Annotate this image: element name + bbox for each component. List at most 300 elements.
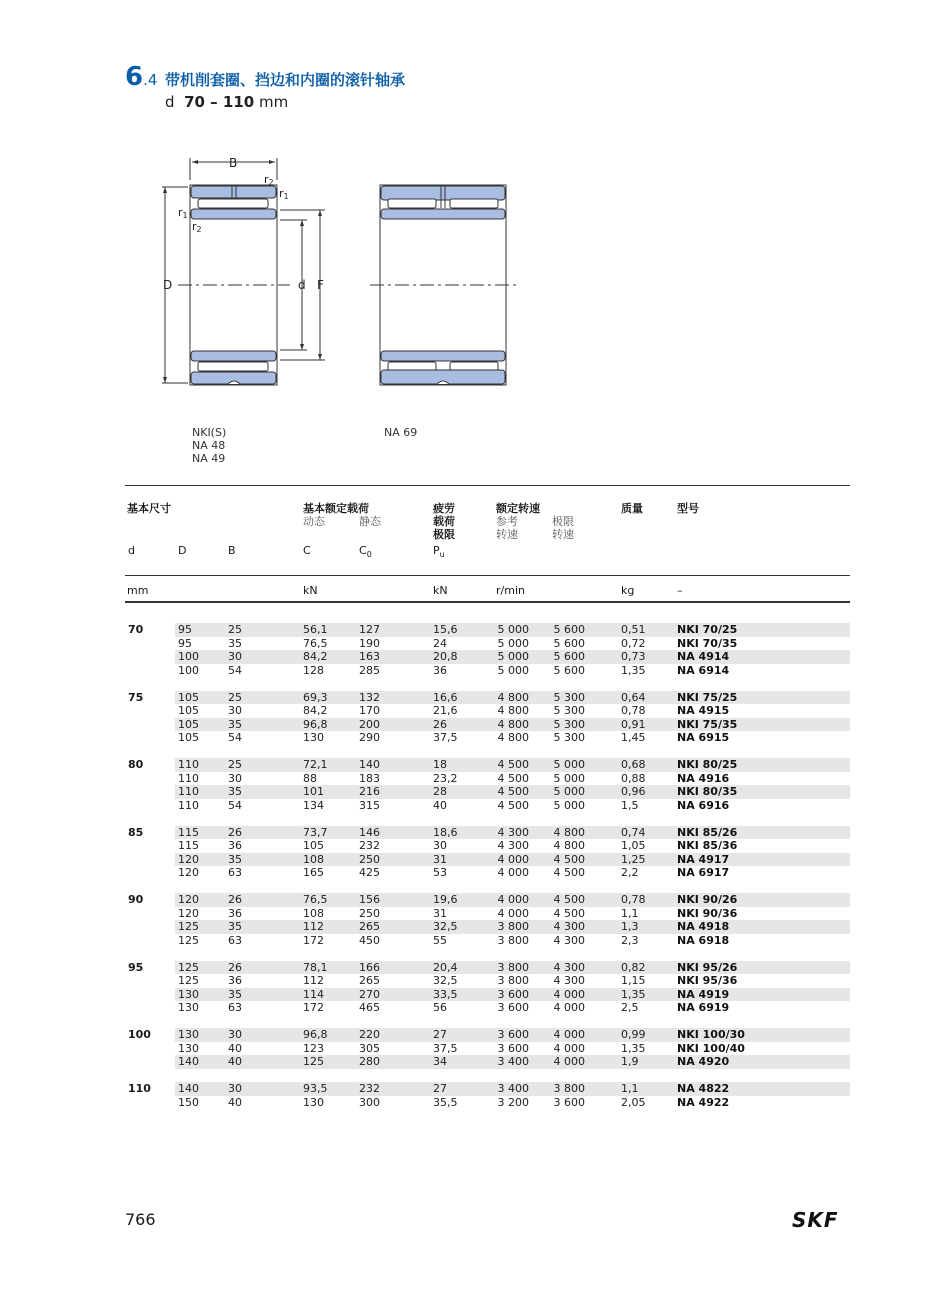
cell-D: 105	[178, 717, 199, 731]
unit-rpm: r/min	[496, 584, 525, 597]
cell-designation: NKI 100/40	[677, 1041, 745, 1055]
symbol-d: d	[128, 544, 135, 557]
cell-C0: 305	[359, 1041, 380, 1055]
cell-C0: 200	[359, 717, 380, 731]
cell-D: 105	[178, 731, 199, 744]
cell-limit-speed: 5 000	[553, 771, 585, 785]
cell-ref-speed: 3 800	[497, 933, 529, 947]
cell-C0: 315	[359, 798, 380, 812]
cell-mass: 0,96	[621, 785, 646, 798]
table-row	[175, 907, 850, 921]
cell-mass: 1,05	[621, 839, 646, 852]
table-row	[175, 1096, 850, 1110]
cell-C: 96,8	[303, 1028, 328, 1041]
section-number: 6.4	[125, 62, 158, 92]
cell-mass: 0,88	[621, 771, 646, 785]
cell-Pu: 21,6	[433, 704, 458, 717]
cell-D: 110	[178, 785, 199, 798]
cell-C: 112	[303, 974, 324, 987]
cell-C0: 216	[359, 785, 380, 798]
cell-B: 35	[228, 920, 242, 933]
header-reference-speed: 参考 转速	[496, 515, 518, 541]
table-units-rule	[125, 601, 850, 603]
cell-designation: NKI 95/36	[677, 974, 738, 987]
cell-D: 95	[178, 623, 192, 636]
cell-ref-speed: 4 800	[497, 731, 529, 744]
cell-mass: 1,25	[621, 852, 646, 866]
cell-D: 110	[178, 798, 199, 812]
cell-C0: 300	[359, 1095, 380, 1109]
cell-Pu: 34	[433, 1055, 447, 1068]
cell-limit-speed: 4 500	[553, 906, 585, 920]
cell-B: 35	[228, 785, 242, 798]
cell-designation: NA 4822	[677, 1082, 730, 1095]
cell-mass: 1,9	[621, 1055, 639, 1068]
cell-C: 93,5	[303, 1082, 328, 1095]
dim-D-label: D	[163, 278, 173, 292]
cell-B: 25	[228, 623, 242, 636]
cell-ref-speed: 4 000	[497, 906, 529, 920]
cell-D: 110	[178, 771, 199, 785]
cell-Pu: 18	[433, 758, 447, 771]
cell-mass: 1,35	[621, 663, 646, 677]
cell-mass: 0,74	[621, 825, 646, 839]
cell-limit-speed: 5 600	[553, 650, 585, 663]
cell-Pu: 30	[433, 839, 447, 852]
cell-ref-speed: 3 600	[497, 1041, 529, 1055]
cell-ref-speed: 5 000	[497, 663, 529, 677]
cell-D: 120	[178, 852, 199, 866]
table-row	[175, 893, 850, 907]
cell-Pu: 36	[433, 663, 447, 677]
group-bore-d: 70	[128, 623, 144, 636]
cell-mass: 1,1	[621, 906, 639, 920]
cell-C0: 127	[359, 623, 380, 636]
cell-B: 30	[228, 771, 242, 785]
cell-D: 130	[178, 1041, 199, 1055]
cell-C: 69,3	[303, 690, 328, 704]
cell-designation: NA 4914	[677, 650, 730, 663]
dim-r2-top-label: r2	[264, 173, 274, 187]
cell-mass: 1,15	[621, 974, 646, 987]
cell-C: 130	[303, 731, 324, 744]
cell-C: 105	[303, 839, 324, 852]
cell-B: 35	[228, 852, 242, 866]
header-basic-dims: 基本尺寸	[127, 502, 171, 515]
header-load-ratings: 基本额定载荷	[303, 502, 369, 515]
cell-designation: NKI 75/35	[677, 717, 738, 731]
cell-C0: 232	[359, 1082, 380, 1095]
cell-D: 100	[178, 650, 199, 663]
cell-Pu: 20,4	[433, 960, 458, 974]
cell-mass: 1,45	[621, 731, 646, 744]
cell-D: 150	[178, 1095, 199, 1109]
table-row	[175, 637, 850, 651]
dim-F-label: F	[317, 278, 324, 292]
cell-designation: NKI 70/35	[677, 636, 738, 650]
cell-Pu: 32,5	[433, 974, 458, 987]
cell-limit-speed: 4 800	[553, 825, 585, 839]
cell-C: 73,7	[303, 825, 328, 839]
group-bore-d: 85	[128, 825, 144, 839]
table-row	[175, 758, 850, 772]
table-row	[175, 1055, 850, 1069]
cell-ref-speed: 3 800	[497, 920, 529, 933]
cell-Pu: 32,5	[433, 920, 458, 933]
diagram-label-right: NA 69	[384, 426, 418, 439]
table-row	[175, 785, 850, 799]
inner-ring-top	[191, 209, 276, 219]
unit-kN-fatigue: kN	[433, 584, 448, 597]
symbol-B: B	[228, 544, 236, 557]
cell-C: 108	[303, 852, 324, 866]
cell-ref-speed: 4 000	[497, 866, 529, 879]
cell-C0: 250	[359, 852, 380, 866]
cell-designation: NA 6915	[677, 731, 730, 744]
cell-C: 134	[303, 798, 324, 812]
cell-limit-speed: 5 000	[553, 798, 585, 812]
cell-limit-speed: 5 600	[553, 663, 585, 677]
cell-ref-speed: 3 800	[497, 974, 529, 987]
cell-C0: 166	[359, 960, 380, 974]
table-row	[175, 826, 850, 840]
table-row	[175, 853, 850, 867]
cell-Pu: 19,6	[433, 893, 458, 906]
cell-limit-speed: 5 300	[553, 731, 585, 744]
header-mass: 质量	[621, 502, 643, 515]
cell-C0: 425	[359, 866, 380, 879]
cell-C: 88	[303, 771, 317, 785]
cell-D: 120	[178, 866, 199, 879]
cell-B: 26	[228, 893, 242, 906]
bearing-diagram	[150, 150, 530, 400]
cell-C: 108	[303, 906, 324, 920]
cell-designation: NA 4917	[677, 852, 730, 866]
inner-ring-bottom	[191, 351, 276, 361]
cell-B: 30	[228, 1028, 242, 1041]
table-row	[175, 1028, 850, 1042]
cell-designation: NA 4922	[677, 1095, 730, 1109]
cell-D: 120	[178, 893, 199, 906]
group-bore-d: 100	[128, 1028, 151, 1041]
cell-C0: 232	[359, 839, 380, 852]
cell-mass: 1,3	[621, 920, 639, 933]
cell-designation: NKI 70/25	[677, 623, 738, 636]
cell-designation: NA 4919	[677, 987, 730, 1001]
unit-kN-load: kN	[303, 584, 318, 597]
cell-D: 115	[178, 825, 199, 839]
table-header-rule	[125, 575, 850, 576]
symbol-Pu: $P_u$	[433, 544, 445, 560]
cell-ref-speed: 4 800	[497, 717, 529, 731]
cell-limit-speed: 5 000	[553, 785, 585, 798]
cell-limit-speed: 5 600	[553, 636, 585, 650]
needle-roller-top	[198, 199, 268, 208]
cell-limit-speed: 5 600	[553, 623, 585, 636]
table-row	[175, 839, 850, 853]
cell-B: 63	[228, 933, 242, 947]
cell-D: 110	[178, 758, 199, 771]
cell-D: 105	[178, 690, 199, 704]
group-bore-d: 80	[128, 758, 144, 771]
cell-ref-speed: 4 300	[497, 839, 529, 852]
cell-C: 112	[303, 920, 324, 933]
cell-Pu: 20,8	[433, 650, 458, 663]
cell-mass: 2,3	[621, 933, 639, 947]
symbol-C0: $C_0$	[359, 544, 372, 560]
cell-C0: 132	[359, 690, 380, 704]
symbol-D: D	[178, 544, 187, 557]
unit-dash: –	[677, 584, 683, 597]
cell-C0: 156	[359, 893, 380, 906]
cell-C0: 190	[359, 636, 380, 650]
cell-designation: NKI 90/26	[677, 893, 738, 906]
cell-C: 123	[303, 1041, 324, 1055]
cell-C: 128	[303, 663, 324, 677]
cell-mass: 0,64	[621, 690, 646, 704]
cell-designation: NA 6917	[677, 866, 730, 879]
cell-C: 172	[303, 933, 324, 947]
cell-mass: 2,5	[621, 1001, 639, 1014]
cell-mass: 0,78	[621, 893, 646, 906]
cell-ref-speed: 4 800	[497, 690, 529, 704]
cell-B: 35	[228, 987, 242, 1001]
cell-limit-speed: 4 300	[553, 960, 585, 974]
cell-ref-speed: 3 600	[497, 1001, 529, 1014]
page-title: 带机削套圈、挡边和内圈的滚针轴承	[165, 71, 406, 89]
cell-ref-speed: 5 000	[497, 623, 529, 636]
cell-D: 115	[178, 839, 199, 852]
cell-Pu: 28	[433, 785, 447, 798]
dim-B-label: B	[229, 156, 238, 170]
cell-C0: 220	[359, 1028, 380, 1041]
cell-designation: NA 4918	[677, 920, 730, 933]
cell-B: 36	[228, 974, 242, 987]
cell-C: 96,8	[303, 717, 328, 731]
cell-C0: 250	[359, 906, 380, 920]
cell-ref-speed: 3 400	[497, 1055, 529, 1068]
cell-C0: 140	[359, 758, 380, 771]
cell-C: 84,2	[303, 650, 328, 663]
cell-D: 120	[178, 906, 199, 920]
cell-B: 63	[228, 866, 242, 879]
cell-Pu: 55	[433, 933, 447, 947]
cell-Pu: 24	[433, 636, 447, 650]
cell-C: 56,1	[303, 623, 328, 636]
cell-mass: 2,05	[621, 1095, 646, 1109]
cell-limit-speed: 4 300	[553, 933, 585, 947]
cell-C0: 146	[359, 825, 380, 839]
cell-mass: 0,51	[621, 623, 646, 636]
table-row	[175, 988, 850, 1002]
cell-B: 30	[228, 650, 242, 663]
cell-ref-speed: 3 200	[497, 1095, 529, 1109]
cell-B: 26	[228, 825, 242, 839]
cell-D: 130	[178, 987, 199, 1001]
cell-B: 26	[228, 960, 242, 974]
cell-limit-speed: 4 800	[553, 839, 585, 852]
cell-C0: 183	[359, 771, 380, 785]
cell-limit-speed: 4 500	[553, 866, 585, 879]
cell-designation: NKI 80/25	[677, 758, 738, 771]
cell-limit-speed: 4 300	[553, 920, 585, 933]
cell-C: 114	[303, 987, 324, 1001]
cell-Pu: 33,5	[433, 987, 458, 1001]
table-row	[175, 691, 850, 705]
cell-mass: 0,99	[621, 1028, 646, 1041]
cell-designation: NKI 85/36	[677, 839, 738, 852]
cell-C: 84,2	[303, 704, 328, 717]
cell-ref-speed: 4 000	[497, 852, 529, 866]
cell-Pu: 31	[433, 906, 447, 920]
cell-limit-speed: 5 300	[553, 717, 585, 731]
cell-Pu: 56	[433, 1001, 447, 1014]
cell-C: 172	[303, 1001, 324, 1014]
cell-mass: 0,91	[621, 717, 646, 731]
cell-ref-speed: 3 400	[497, 1082, 529, 1095]
header-speed: 额定转速	[496, 502, 540, 515]
cell-D: 105	[178, 704, 199, 717]
cell-D: 140	[178, 1055, 199, 1068]
cell-B: 63	[228, 1001, 242, 1014]
table-row	[175, 974, 850, 988]
cell-ref-speed: 4 800	[497, 704, 529, 717]
needle-roller-bottom	[198, 362, 268, 371]
cell-B: 35	[228, 717, 242, 731]
cell-designation: NKI 85/26	[677, 825, 738, 839]
cell-C: 78,1	[303, 960, 328, 974]
cell-designation: NA 6919	[677, 1001, 730, 1014]
cell-mass: 2,2	[621, 866, 639, 879]
cell-B: 30	[228, 704, 242, 717]
group-bore-d: 95	[128, 960, 144, 974]
cell-designation: NKI 75/25	[677, 690, 738, 704]
cell-Pu: 27	[433, 1082, 447, 1095]
cell-D: 130	[178, 1001, 199, 1014]
cell-mass: 1,35	[621, 1041, 646, 1055]
skf-logo: SKF	[792, 1208, 839, 1232]
dim-d-label: d	[298, 278, 306, 292]
cell-ref-speed: 4 500	[497, 771, 529, 785]
group-bore-d: 75	[128, 690, 144, 704]
cell-limit-speed: 3 600	[553, 1095, 585, 1109]
cell-ref-speed: 5 000	[497, 636, 529, 650]
cell-ref-speed: 4 500	[497, 798, 529, 812]
cell-Pu: 18,6	[433, 825, 458, 839]
cell-designation: NKI 90/36	[677, 906, 738, 920]
table-row	[175, 1082, 850, 1096]
cell-B: 36	[228, 839, 242, 852]
header-limiting-speed: 极限 转速	[552, 515, 574, 541]
cell-mass: 0,82	[621, 960, 646, 974]
cell-C0: 290	[359, 731, 380, 744]
cell-mass: 0,72	[621, 636, 646, 650]
outer-ring-top	[191, 186, 276, 198]
cell-designation: NKI 80/35	[677, 785, 738, 798]
cell-D: 125	[178, 960, 199, 974]
cell-limit-speed: 4 000	[553, 1041, 585, 1055]
cell-B: 36	[228, 906, 242, 920]
cell-limit-speed: 5 300	[553, 690, 585, 704]
cell-B: 30	[228, 1082, 242, 1095]
cell-Pu: 53	[433, 866, 447, 879]
cell-B: 54	[228, 663, 242, 677]
unit-mm: mm	[127, 584, 149, 597]
cell-Pu: 23,2	[433, 771, 458, 785]
cell-C0: 465	[359, 1001, 380, 1014]
cell-D: 125	[178, 920, 199, 933]
table-row	[175, 866, 850, 880]
cell-ref-speed: 3 600	[497, 1028, 529, 1041]
cell-B: 40	[228, 1095, 242, 1109]
cell-ref-speed: 4 500	[497, 758, 529, 771]
cell-limit-speed: 4 500	[553, 852, 585, 866]
cell-D: 130	[178, 1028, 199, 1041]
cell-C0: 163	[359, 650, 380, 663]
cell-Pu: 31	[433, 852, 447, 866]
cell-Pu: 37,5	[433, 1041, 458, 1055]
cell-limit-speed: 4 000	[553, 987, 585, 1001]
cell-C: 76,5	[303, 893, 328, 906]
cell-B: 54	[228, 731, 242, 744]
table-row	[175, 664, 850, 678]
cell-B: 54	[228, 798, 242, 812]
cell-designation: NA 6916	[677, 798, 730, 812]
cell-designation: NA 4915	[677, 704, 730, 717]
symbol-C: C	[303, 544, 311, 557]
cell-mass: 0,68	[621, 758, 646, 771]
cell-C: 130	[303, 1095, 324, 1109]
cell-designation: NKI 95/26	[677, 960, 738, 974]
cell-mass: 1,1	[621, 1082, 639, 1095]
cell-limit-speed: 3 800	[553, 1082, 585, 1095]
cell-mass: 1,5	[621, 798, 639, 812]
cell-designation: NA 4916	[677, 771, 730, 785]
cell-D: 100	[178, 663, 199, 677]
cell-limit-speed: 4 000	[553, 1001, 585, 1014]
cell-C: 76,5	[303, 636, 328, 650]
cell-mass: 1,35	[621, 987, 646, 1001]
table-row	[175, 731, 850, 745]
cell-limit-speed: 4 000	[553, 1028, 585, 1041]
cell-B: 40	[228, 1041, 242, 1055]
cell-Pu: 37,5	[433, 731, 458, 744]
table-row	[175, 704, 850, 718]
cell-designation: NA 6918	[677, 933, 730, 947]
cell-Pu: 26	[433, 717, 447, 731]
table-row	[175, 772, 850, 786]
cell-designation: NA 6914	[677, 663, 730, 677]
cell-designation: NKI 100/30	[677, 1028, 745, 1041]
header-dynamic: 动态	[303, 515, 325, 528]
cell-C0: 270	[359, 987, 380, 1001]
cell-ref-speed: 4 500	[497, 785, 529, 798]
cell-limit-speed: 5 000	[553, 758, 585, 771]
cell-mass: 0,73	[621, 650, 646, 663]
unit-kg: kg	[621, 584, 635, 597]
cell-C0: 265	[359, 920, 380, 933]
table-row	[175, 718, 850, 732]
cell-B: 35	[228, 636, 242, 650]
cell-designation: NA 4920	[677, 1055, 730, 1068]
header-fatigue: 疲劳 载荷 极限	[433, 502, 455, 541]
cell-C0: 285	[359, 663, 380, 677]
page-number: 766	[125, 1210, 156, 1229]
table-row	[175, 934, 850, 948]
cell-C0: 170	[359, 704, 380, 717]
cell-ref-speed: 4 300	[497, 825, 529, 839]
cell-C0: 280	[359, 1055, 380, 1068]
